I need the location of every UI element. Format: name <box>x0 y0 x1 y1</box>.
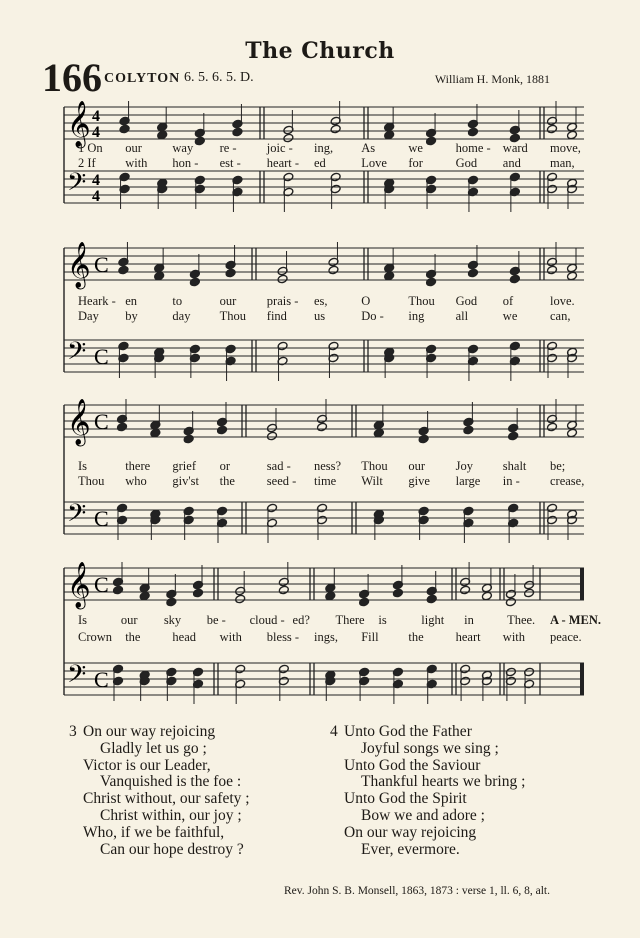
lyric-syllable: Thou <box>408 294 435 308</box>
note-head <box>463 425 474 435</box>
time-signature: 4 <box>92 172 100 189</box>
lyric-syllable: As <box>361 141 376 155</box>
note-head <box>278 585 289 595</box>
note-head <box>384 130 395 140</box>
lyric-syllable: heart <box>455 630 481 644</box>
note-head <box>194 136 205 146</box>
verse-line: Vanquished is the foe : <box>100 773 242 791</box>
note-head <box>505 597 516 607</box>
meter: 6. 5. 6. 5. D. <box>184 70 254 85</box>
lyric-syllable: we <box>408 141 423 155</box>
lyric-syllable: is <box>378 613 387 627</box>
lyric-syllable: joic - <box>266 141 293 155</box>
note-head <box>426 136 437 146</box>
note-head <box>113 585 124 595</box>
verse-3 <box>69 723 250 858</box>
lyric-syllable: ed <box>314 156 326 170</box>
lyric-syllable: There <box>335 613 365 627</box>
note-head <box>547 124 558 134</box>
section-title: The Church <box>245 38 395 64</box>
lyric-syllable: we <box>502 309 518 323</box>
lyric-syllable: ing <box>408 309 425 323</box>
lyric-syllable: Love <box>361 156 387 170</box>
lyric-syllable: Heark - <box>78 294 116 308</box>
lyric-syllable: es, <box>314 294 328 308</box>
lyric-syllable: find <box>266 309 287 323</box>
note-head <box>189 277 200 287</box>
time-signature: 4 <box>92 124 100 141</box>
verse-line: Unto God the Spirit <box>344 790 467 808</box>
lyric-syllable: in <box>464 613 474 627</box>
verse-number: 4 <box>330 723 338 740</box>
lyric-syllable: large <box>455 474 481 488</box>
lyric-syllable: of <box>502 294 514 308</box>
lyric-syllable: O <box>361 294 371 308</box>
lyric-syllable: Joy <box>455 459 473 473</box>
note-head <box>118 265 129 275</box>
lyric-syllable: Thou <box>78 474 105 488</box>
lyric-syllable: ness? <box>314 459 342 473</box>
lyric-syllable: be - <box>206 613 226 627</box>
lyric-syllable: 2 If <box>78 156 96 170</box>
lyric-syllable: with <box>125 156 148 170</box>
note-head <box>119 124 130 134</box>
note-head <box>460 585 471 595</box>
note-head <box>330 124 341 134</box>
lyric-syllable: cloud - <box>249 613 285 627</box>
hymn-number: 166 <box>42 55 102 100</box>
verse-line: Can our hope destroy ? <box>100 840 244 858</box>
verse-line: Bow we and adore ; <box>361 806 485 824</box>
lyric-syllable: Thee. <box>507 613 536 627</box>
lyric-syllable: or <box>219 459 231 473</box>
verse-line: Thankful hearts we bring ; <box>361 773 526 791</box>
note-head <box>328 265 339 275</box>
note-head <box>384 271 395 281</box>
note-head <box>547 265 558 275</box>
tune-name: COLYTON <box>104 71 181 86</box>
lyric-syllable: give <box>408 474 430 488</box>
note-head <box>117 422 128 432</box>
time-signature: 4 <box>92 188 100 205</box>
lyric-syllable: time <box>314 474 337 488</box>
note-head <box>217 425 228 435</box>
lyric-syllable: God <box>455 156 478 170</box>
common-time-icon: C <box>94 409 109 434</box>
lyric-syllable: Is <box>78 459 88 473</box>
lyric-syllable: hon - <box>172 156 199 170</box>
verse-line: On our way rejoicing <box>83 723 216 740</box>
lyric-syllable: way <box>172 141 194 155</box>
note-head <box>467 268 478 278</box>
lyric-syllable: can, <box>550 309 571 323</box>
lyric-syllable: shalt <box>502 459 527 473</box>
lyric-syllable: us <box>314 309 326 323</box>
lyric-syllable: ings, <box>314 630 338 644</box>
lyric-syllable: God <box>455 294 478 308</box>
note-head <box>232 127 243 137</box>
composer-credit: William H. Monk, 1881 <box>434 72 550 86</box>
lyric-syllable: giv'st <box>172 474 199 488</box>
lyric-syllable: home - <box>455 141 491 155</box>
note-head <box>426 277 437 287</box>
text-credit: Rev. John S. B. Monsell, 1863, 1873 : verse 1, ll. 6, 8, alt. <box>284 885 550 897</box>
note-head <box>317 422 328 432</box>
lyric-syllable: by <box>125 309 138 323</box>
bass-clef-icon: 𝄢 <box>67 660 87 695</box>
lyric-syllable: for <box>408 156 423 170</box>
lyric-syllable: Do - <box>361 309 384 323</box>
treble-clef-icon: 𝄞 <box>67 101 91 147</box>
note-head <box>235 594 246 604</box>
lyric-syllable: Wilt <box>361 474 383 488</box>
common-time-icon: C <box>94 506 109 531</box>
verse-line: Unto God the Saviour <box>344 756 481 774</box>
verse-line: Ever, evermore. <box>361 840 460 858</box>
lyric-syllable: with <box>502 630 526 644</box>
lyric-syllable: man, <box>550 156 575 170</box>
verse-number: 3 <box>69 723 77 740</box>
lyric-syllable: 1 On <box>78 141 103 155</box>
time-signature: 4 <box>92 108 100 125</box>
lyric-syllable: day <box>172 309 191 323</box>
treble-clef-icon: 𝄞 <box>67 242 91 288</box>
lyric-syllable: our <box>120 613 138 627</box>
final-bar-line <box>580 663 584 695</box>
verse-line: Gladly let us go ; <box>100 739 207 757</box>
note-head <box>567 130 578 140</box>
note-head <box>467 127 478 137</box>
lyric-syllable: Day <box>78 309 99 323</box>
lyric-syllable: grief <box>172 459 196 473</box>
lyric-syllable: to <box>172 294 183 308</box>
treble-clef-icon: 𝄞 <box>67 562 91 608</box>
verse-line: Christ within, our joy ; <box>100 806 242 824</box>
lyric-syllable: move, <box>550 141 581 155</box>
note-head <box>426 594 437 604</box>
note-head <box>547 422 558 432</box>
lyric-syllable: seed - <box>266 474 297 488</box>
note-head <box>150 428 161 438</box>
lyric-syllable: Is <box>78 613 88 627</box>
verse-line: Who, if we be faithful, <box>83 823 225 841</box>
verse-line: Joyful songs we sing ; <box>361 739 499 757</box>
bass-clef-icon: 𝄢 <box>67 337 87 372</box>
verse-line: Victor is our Leader, <box>83 756 211 774</box>
note-head <box>277 274 288 284</box>
note-head <box>567 271 578 281</box>
bass-clef-icon: 𝄢 <box>67 499 87 534</box>
note-head <box>524 588 535 598</box>
lyric-syllable: there <box>125 459 151 473</box>
final-bar-line <box>580 568 584 600</box>
lyric-syllable: est - <box>219 156 241 170</box>
lyric-syllable: Crown <box>78 630 113 644</box>
treble-clef-icon: 𝄞 <box>67 399 91 445</box>
lyric-syllable: with <box>219 630 242 644</box>
common-time-icon: C <box>94 667 109 692</box>
lyric-syllable: the <box>219 474 235 488</box>
lyric-syllable: crease, <box>550 474 585 488</box>
note-head <box>154 271 165 281</box>
lyric-syllable: the <box>125 630 141 644</box>
lyric-syllable: A - MEN. <box>550 613 602 627</box>
lyric-syllable: our <box>408 459 426 473</box>
verse-4 <box>330 723 526 858</box>
note-head <box>359 597 370 607</box>
note-head <box>509 274 520 284</box>
verse-line: Unto God the Father <box>344 723 472 740</box>
common-time-icon: C <box>94 252 109 277</box>
lyric-syllable: ing, <box>314 141 334 155</box>
lyric-syllable: ward <box>502 141 528 155</box>
lyric-syllable: be; <box>550 459 566 473</box>
verse-line: Christ without, our safety ; <box>83 790 250 808</box>
lyric-syllable: head <box>172 630 196 644</box>
lyric-syllable: Fill <box>361 630 379 644</box>
lyric-syllable: ed? <box>292 613 310 627</box>
note-head <box>225 268 236 278</box>
lyric-syllable: our <box>219 294 237 308</box>
note-head <box>325 591 336 601</box>
lyric-syllable: peace. <box>550 630 582 644</box>
lyric-syllable: our <box>125 141 142 155</box>
note-head <box>183 434 194 444</box>
lyric-syllable: sad - <box>266 459 291 473</box>
common-time-icon: C <box>94 572 109 597</box>
common-time-icon: C <box>94 344 109 369</box>
lyric-syllable: bless - <box>266 630 300 644</box>
lyric-syllable: sky <box>163 613 182 627</box>
note-head <box>418 434 429 444</box>
bass-clef-icon: 𝄢 <box>67 168 87 203</box>
note-head <box>267 431 278 441</box>
lyric-syllable: in - <box>502 474 520 488</box>
lyric-syllable: re - <box>219 141 237 155</box>
note-head <box>157 130 168 140</box>
note-head <box>567 428 578 438</box>
lyric-syllable: all <box>455 309 469 323</box>
lyric-syllable: the <box>408 630 424 644</box>
note-head <box>139 591 150 601</box>
lyric-syllable: en <box>125 294 137 308</box>
lyric-syllable: who <box>125 474 147 488</box>
lyric-syllable: light <box>421 613 445 627</box>
note-head <box>193 588 204 598</box>
note-head <box>392 588 403 598</box>
lyric-syllable: Thou <box>219 309 246 323</box>
note-head <box>481 591 492 601</box>
note-head <box>166 597 177 607</box>
lyric-syllable: love. <box>550 294 575 308</box>
note-head <box>508 431 519 441</box>
lyric-syllable: heart - <box>266 156 300 170</box>
lyric-syllable: prais - <box>266 294 299 308</box>
note-head <box>373 428 384 438</box>
lyric-syllable: Thou <box>361 459 388 473</box>
lyric-syllable: and <box>502 156 521 170</box>
verse-line: On our way rejoicing <box>344 823 477 841</box>
